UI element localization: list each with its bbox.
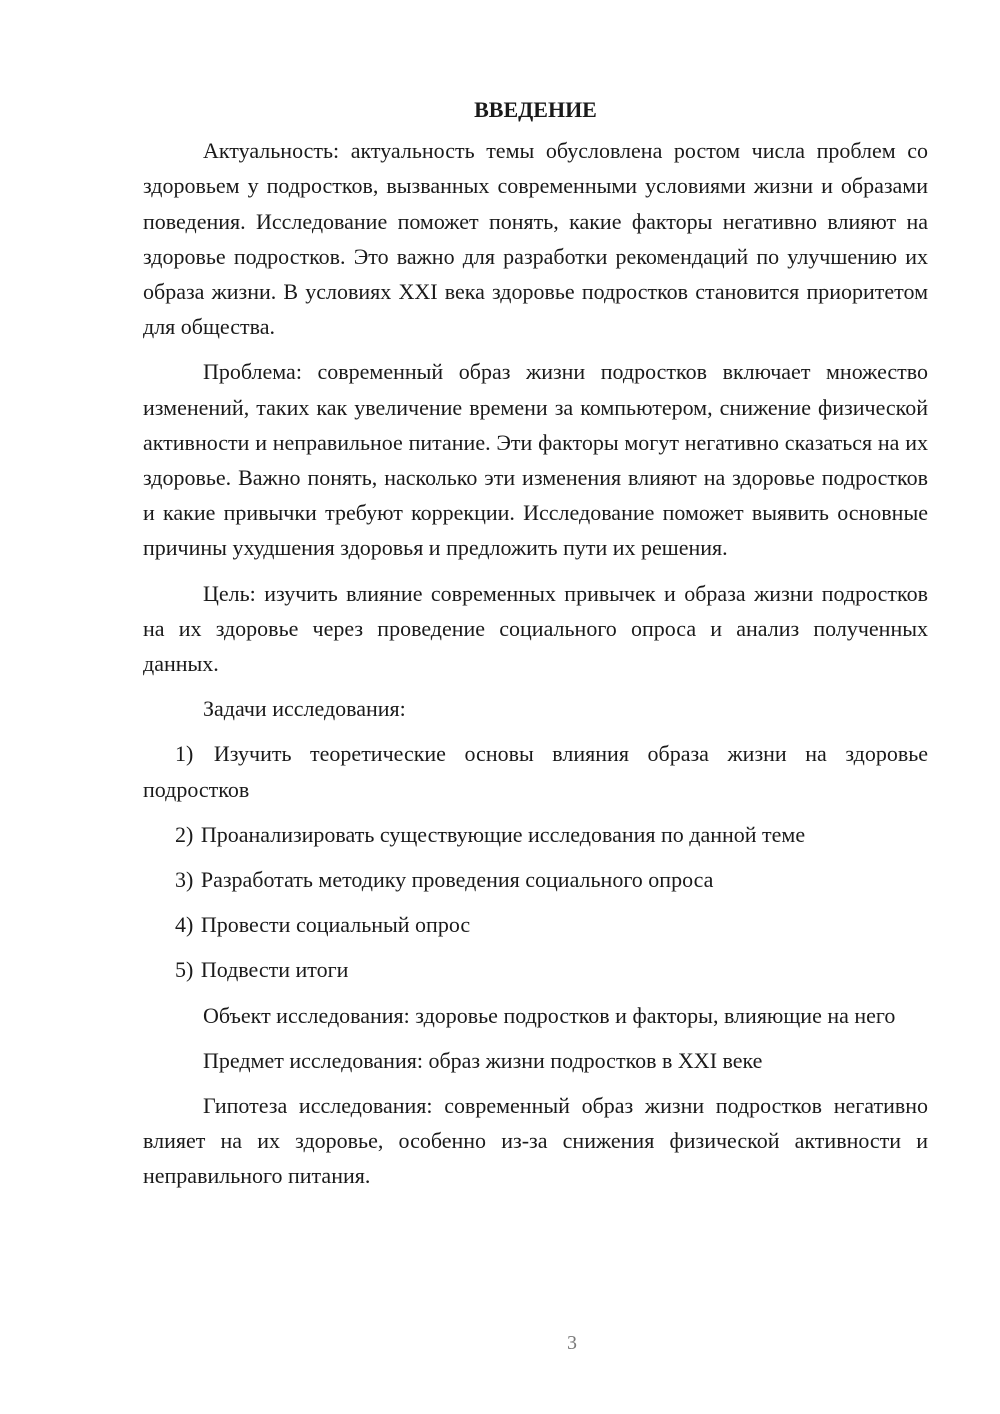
paragraph-object: Объект исследования: здоровье подростков и факторы, влияющие на него [203,1002,896,1028]
task-number: 5) [175,957,194,983]
paragraph-problem: Проблема: современный образ жизни подростков включает множество изменений, таких как увеличение времени за компьютером, снижение физической активности и неправильное питание. Эти факторы могут негативно сказаться на их здоровье. Важно понять, насколько эти изменения влияют на здоровье подростков и какие привычки требуют коррекции. Исследование поможет выявить основные причины ухудшения здоровья и предложить пути их решения. [143,359,928,561]
task-text: Проанализировать существующие исследования по данной теме [200,821,806,847]
task-number: 1) [175,741,194,767]
task-number: 2) [175,821,194,847]
task-item-4 [143,907,928,942]
page-content [143,92,928,1204]
page-title: ВВЕДЕНИЕ [474,97,597,122]
task-item-3 [143,862,928,897]
task-number: 4) [175,912,194,938]
task-text: Изучить теоретические основы влияния образа жизни на здоровье подростков [143,741,928,802]
paragraph-hypothesis: Гипотеза исследования: современный образ жизни подростков негативно влияет на их здоровье, особенно из-за снижения физической активности и неправильного питания. [143,1093,928,1189]
page-number: 3 [567,1332,577,1354]
task-item-2 [143,817,928,852]
task-item-5 [143,952,928,987]
task-number: 3) [175,867,194,893]
task-text: Провести социальный опрос [200,912,471,938]
task-text: Подвести итоги [200,957,349,983]
task-text: Разработать методику проведения социального опроса [200,867,714,893]
paragraph-subject: Предмет исследования: образ жизни подростков в XXI веке [203,1047,763,1073]
paragraph-goal: Цель: изучить влияние современных привычек и образа жизни подростков на их здоровье через проведение социального опроса и анализ полученных данных. [143,580,928,677]
task-item-1 [143,736,928,806]
paragraph-relevance: Актуальность: актуальность темы обусловлена ростом числа проблем со здоровьем у подростков, вызванных современными условиями жизни и образами поведения. Исследование поможет понять, какие факторы негативно влияют на здоровье подростков. Это важно для разработки рекомендаций по улучшению их образа жизни. В условиях XXI века здоровье подростков становится приоритетом для общества. [143,138,928,340]
tasks-heading: Задачи исследования: [203,696,406,722]
